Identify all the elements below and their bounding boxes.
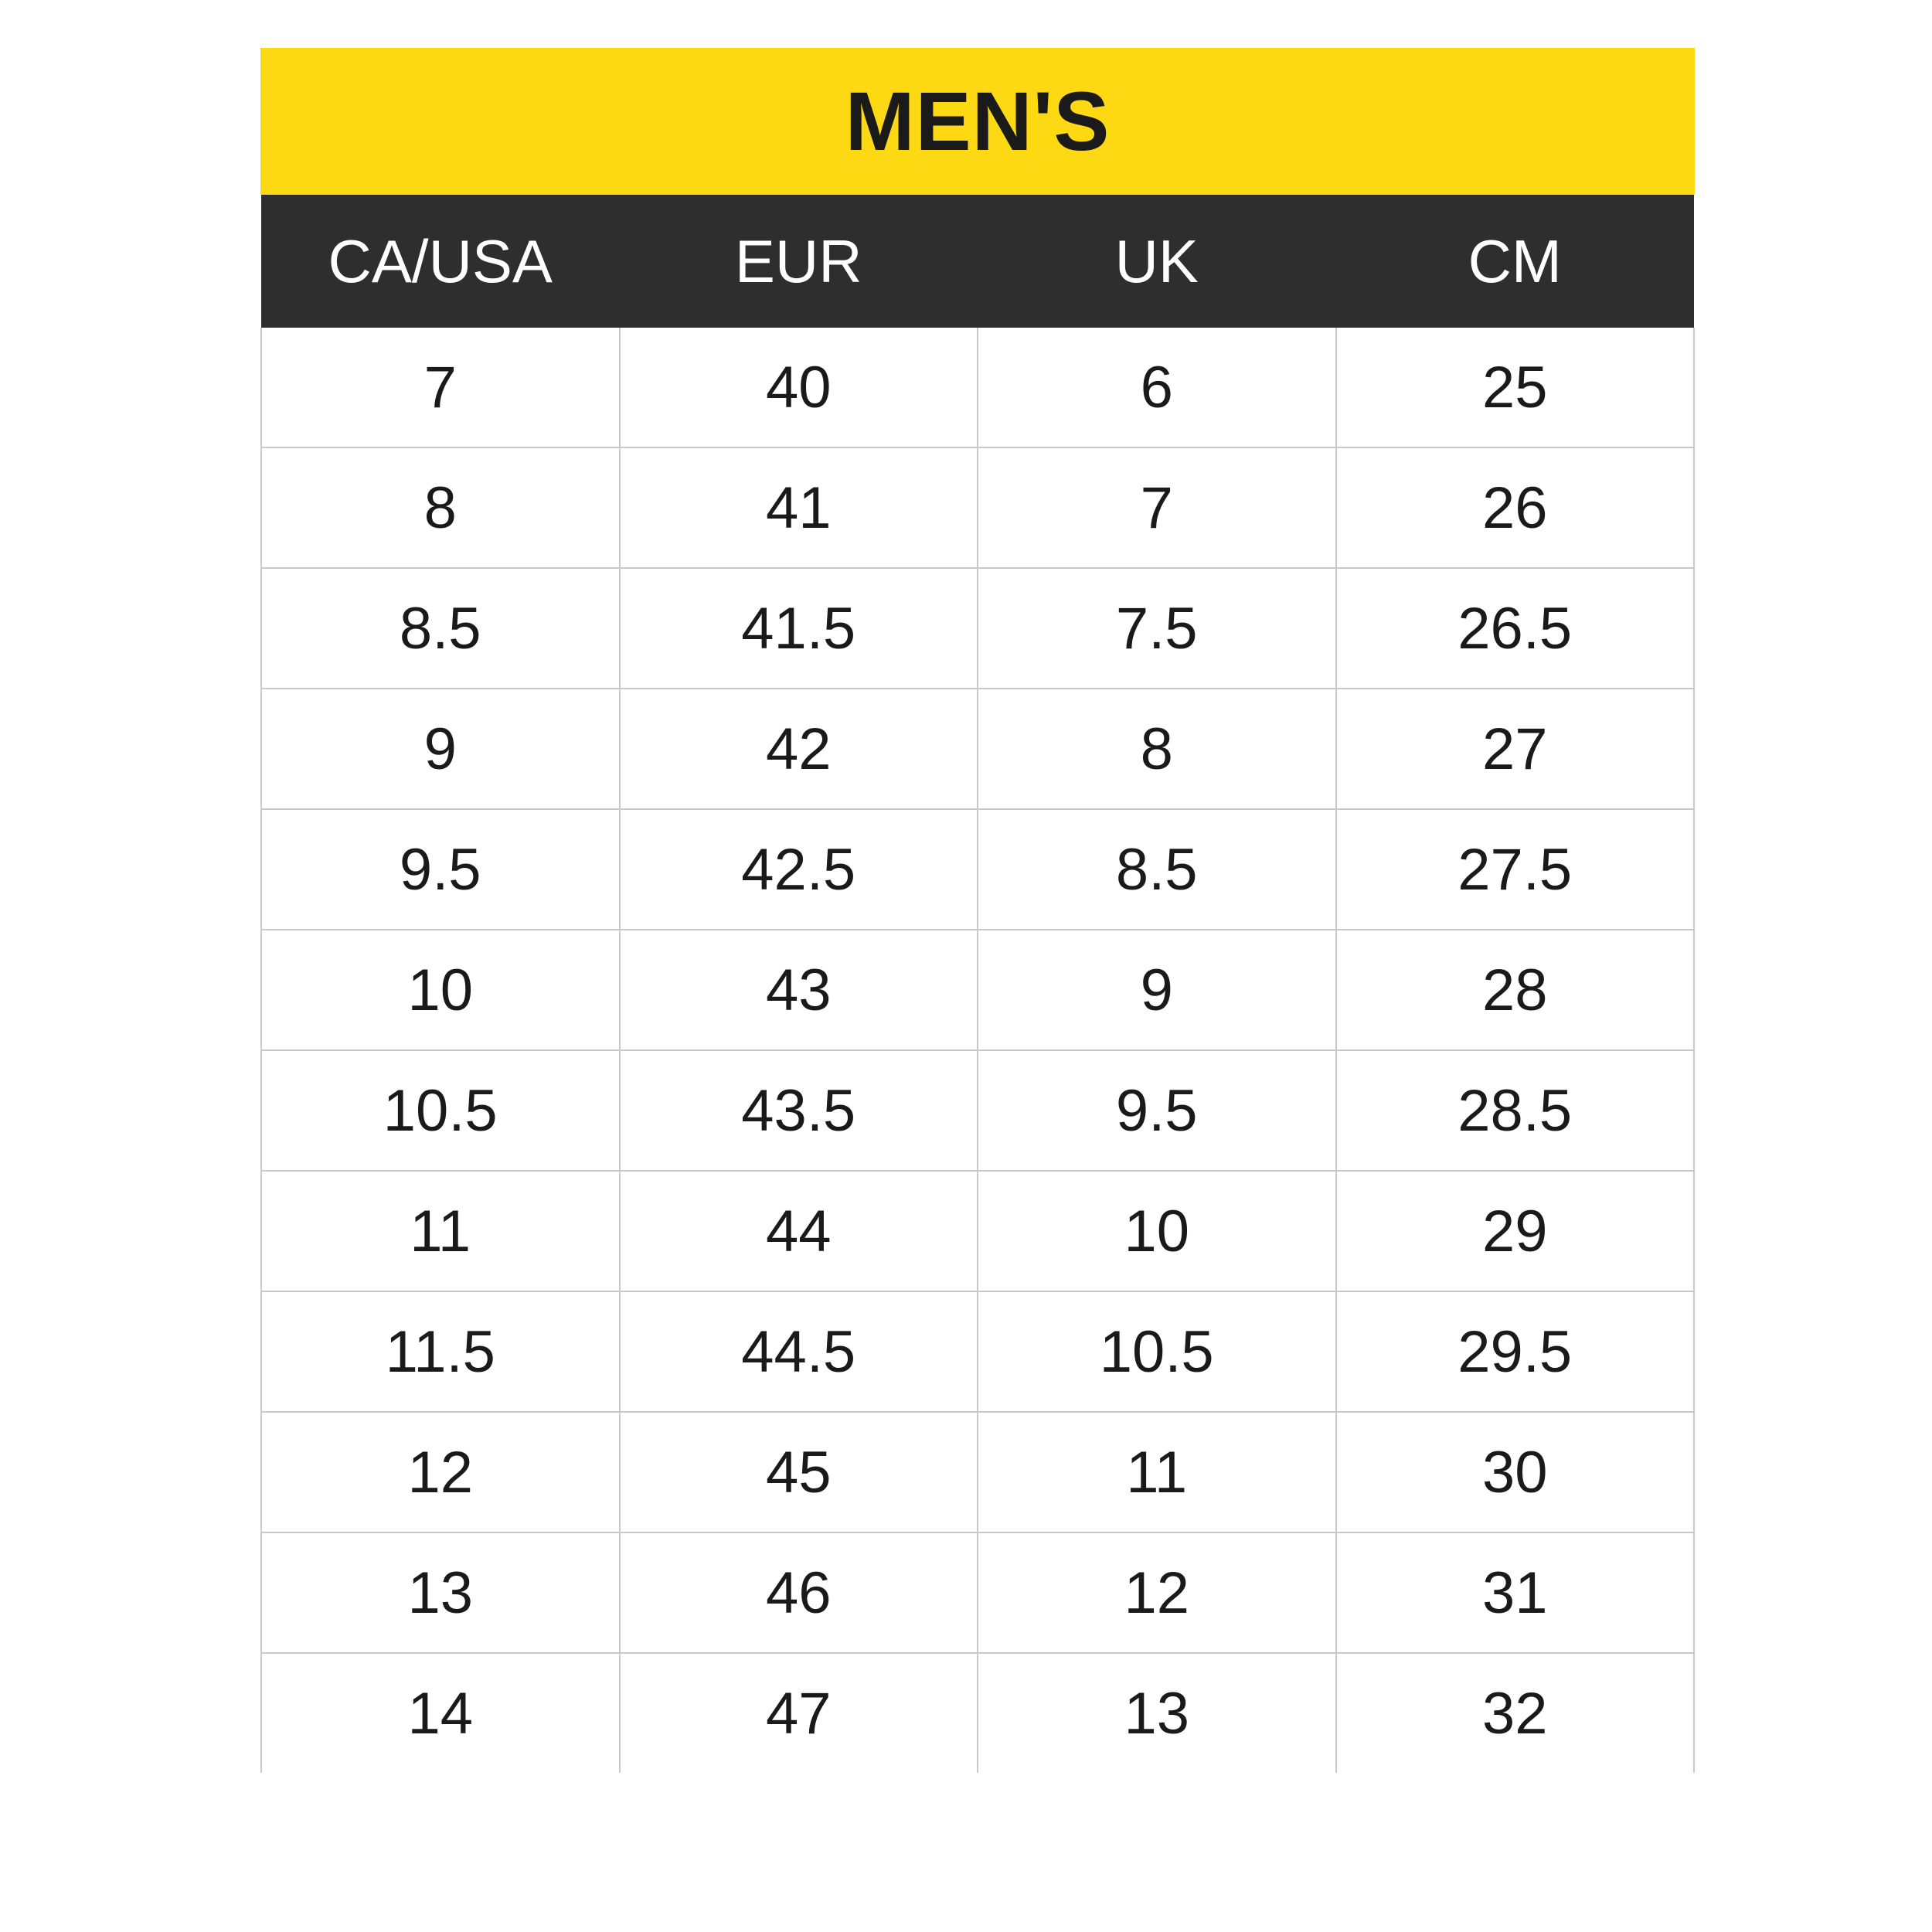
- cell-eur: 43: [620, 930, 978, 1050]
- cell-ca-usa: 8: [261, 447, 620, 568]
- page-title: MEN'S: [845, 74, 1111, 168]
- cell-cm: 30: [1336, 1412, 1695, 1532]
- cell-eur: 47: [620, 1653, 978, 1773]
- table-body: [261, 328, 1694, 1773]
- cell-eur: 45: [620, 1412, 978, 1532]
- cell-ca-usa: 10: [261, 930, 620, 1050]
- cell-cm: 27: [1336, 689, 1695, 809]
- cell-cm: 25: [1336, 328, 1695, 447]
- cell-eur: 44.5: [620, 1291, 978, 1412]
- cell-cm: 26: [1336, 447, 1695, 568]
- table-row: [261, 809, 1694, 930]
- cell-uk: 11: [978, 1412, 1336, 1532]
- cell-uk: 10.5: [978, 1291, 1336, 1412]
- cell-cm: 28: [1336, 930, 1695, 1050]
- cell-eur: 42: [620, 689, 978, 809]
- cell-uk: 12: [978, 1532, 1336, 1653]
- cell-eur: 41.5: [620, 568, 978, 689]
- cell-cm: 26.5: [1336, 568, 1695, 689]
- cell-cm: 27.5: [1336, 809, 1695, 930]
- size-chart: [260, 48, 1695, 1773]
- table-row: [261, 1532, 1694, 1653]
- cell-ca-usa: 7: [261, 328, 620, 447]
- cell-uk: 13: [978, 1653, 1336, 1773]
- cell-cm: 29.5: [1336, 1291, 1695, 1412]
- cell-ca-usa: 10.5: [261, 1050, 620, 1171]
- cell-uk: 7.5: [978, 568, 1336, 689]
- table-row: [261, 1171, 1694, 1291]
- cell-ca-usa: 9: [261, 689, 620, 809]
- cell-ca-usa: 14: [261, 1653, 620, 1773]
- cell-ca-usa: 9.5: [261, 809, 620, 930]
- cell-ca-usa: 11: [261, 1171, 620, 1291]
- table-row: [261, 447, 1694, 568]
- cell-eur: 43.5: [620, 1050, 978, 1171]
- cell-cm: 28.5: [1336, 1050, 1695, 1171]
- cell-uk: 8: [978, 689, 1336, 809]
- cell-ca-usa: 11.5: [261, 1291, 620, 1412]
- cell-uk: 6: [978, 328, 1336, 447]
- cell-eur: 41: [620, 447, 978, 568]
- cell-eur: 42.5: [620, 809, 978, 930]
- cell-ca-usa: 12: [261, 1412, 620, 1532]
- cell-eur: 46: [620, 1532, 978, 1653]
- table-row: [261, 930, 1694, 1050]
- cell-uk: 8.5: [978, 809, 1336, 930]
- cell-ca-usa: 13: [261, 1532, 620, 1653]
- table-row: [261, 328, 1694, 447]
- column-header-cm: CM: [1336, 195, 1695, 328]
- column-header-uk: UK: [978, 195, 1336, 328]
- cell-uk: 10: [978, 1171, 1336, 1291]
- cell-cm: 31: [1336, 1532, 1695, 1653]
- column-header-ca-usa: CA/USA: [261, 195, 620, 328]
- cell-uk: 9.5: [978, 1050, 1336, 1171]
- chart-title-bar: [260, 48, 1695, 195]
- cell-cm: 32: [1336, 1653, 1695, 1773]
- table-header: [261, 195, 1694, 328]
- table-row: [261, 1291, 1694, 1412]
- cell-uk: 7: [978, 447, 1336, 568]
- cell-eur: 40: [620, 328, 978, 447]
- table-row: [261, 568, 1694, 689]
- cell-cm: 29: [1336, 1171, 1695, 1291]
- cell-ca-usa: 8.5: [261, 568, 620, 689]
- cell-uk: 9: [978, 930, 1336, 1050]
- table-row: [261, 1050, 1694, 1171]
- table-row: [261, 1653, 1694, 1773]
- column-header-eur: EUR: [620, 195, 978, 328]
- cell-eur: 44: [620, 1171, 978, 1291]
- table-row: [261, 689, 1694, 809]
- size-conversion-table: [260, 195, 1695, 1773]
- table-header-row: [261, 195, 1694, 328]
- table-row: [261, 1412, 1694, 1532]
